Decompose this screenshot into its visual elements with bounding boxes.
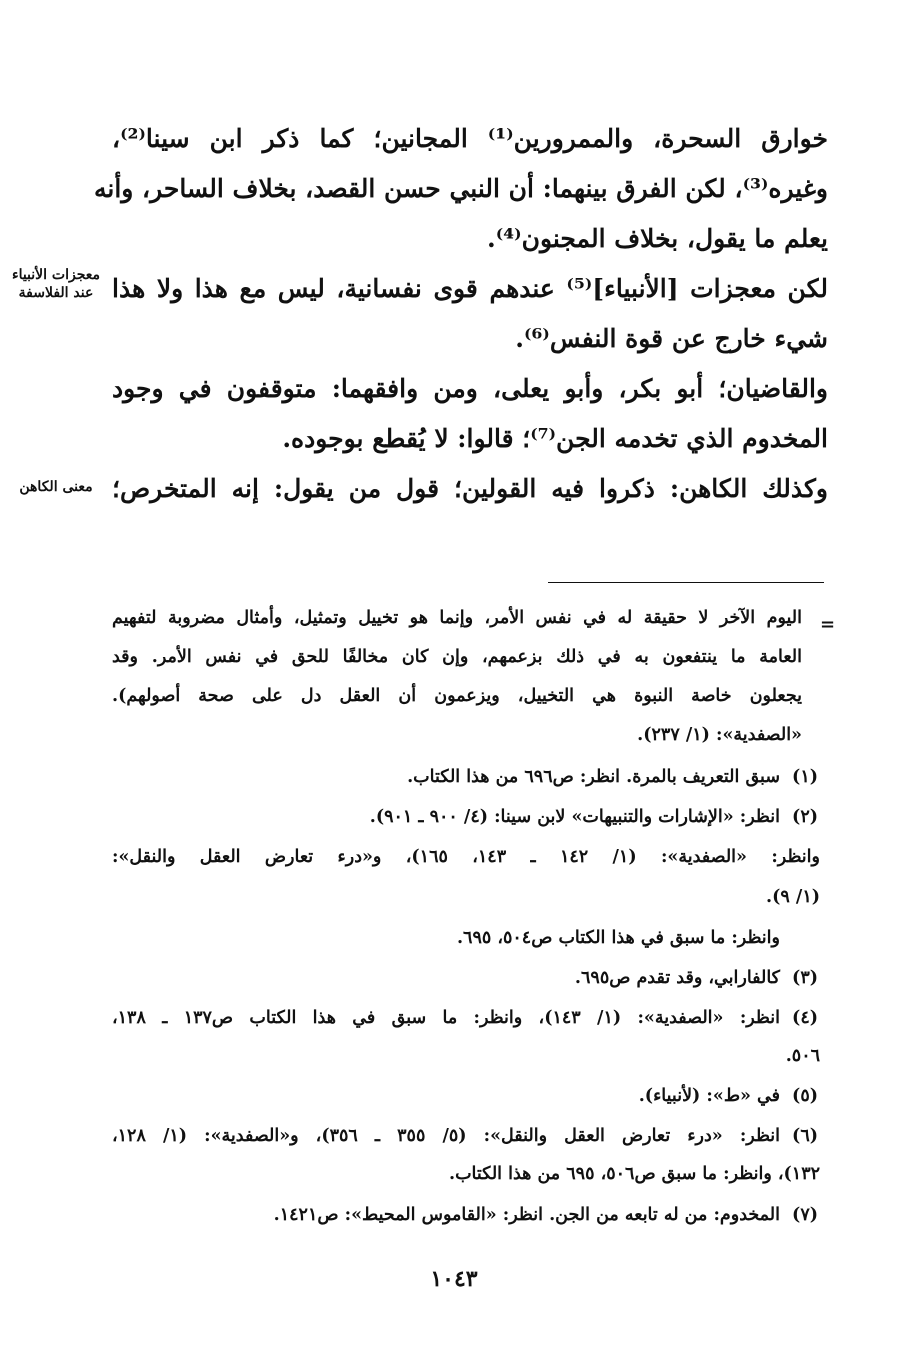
footnote-separator bbox=[548, 582, 824, 583]
main-line: والقاضيان؛ أبو بكر، وأبو يعلى، ومن وافقهما: متوقفون في وجود bbox=[112, 374, 828, 403]
footnote-number: (٣) bbox=[792, 968, 818, 988]
margin-note-line: عند الفلاسفة bbox=[18, 285, 94, 301]
main-line: خوارق السحرة، والممرورين⁽¹⁾ المجانين؛ كما ذكر ابن سينا⁽²⁾، bbox=[112, 124, 828, 153]
footnote-line: المخدوم: من له تابعه من الجن. انظر: «القاموس المحيط»: ص١٤٢١. bbox=[273, 1205, 780, 1225]
footnote-line: وانظر: ما سبق في هذا الكتاب ص٥٠٤، ٦٩٥. bbox=[456, 928, 780, 948]
main-line: وغيره⁽³⁾، لكن الفرق بينهما: أن النبي حسن القصد، بخلاف الساحر، وأنه bbox=[93, 174, 828, 203]
main-line: شيء خارج عن قوة النفس⁽⁶⁾. bbox=[515, 324, 828, 353]
main-line: المخدوم الذي تخدمه الجن⁽⁷⁾؛ قالوا: لا يُقطع بوجوده. bbox=[282, 424, 828, 453]
footnote-continuation-line: «الصفدية»: (١/ ٢٣٧). bbox=[637, 725, 802, 745]
footnote-number: (٥) bbox=[792, 1086, 818, 1106]
footnote-line: في «ط»: (لأنبياء). bbox=[638, 1086, 780, 1106]
footnote-line: ٥٠٦. bbox=[785, 1046, 820, 1066]
main-line: لكن معجزات [الأنبياء]⁽⁵⁾ عندهم قوى نفسانية، ليس مع هذا ولا هذا bbox=[112, 274, 829, 303]
footnote-line: ١٣٢)، وانظر: ما سبق ص٥٠٦، ٦٩٥ من هذا الكتاب. bbox=[448, 1164, 820, 1184]
margin-note-prophets-miracles bbox=[6, 266, 106, 302]
margin-note-soothsayer: معنى الكاهن bbox=[19, 479, 93, 495]
footnote-line: سبق التعريف بالمرة. انظر: ص٦٩٦ من هذا الكتاب. bbox=[407, 767, 780, 787]
footnote-continuation-line: اليوم الآخر لا حقيقة له في نفس الأمر، وإنما هو تخييل وتمثيل، وأمثال مضروبة لتفهيم bbox=[112, 608, 802, 628]
footnote-line: انظر: «درء تعارض العقل والنقل»: (٥/ ٣٥٥ ـ ٣٥٦)، و«الصفدية»: (١/ ١٢٨، bbox=[112, 1126, 781, 1146]
footnote-number: (٤) bbox=[792, 1008, 818, 1028]
footnote-line: كالفارابي، وقد تقدم ص٦٩٥. bbox=[574, 968, 780, 988]
footnote-line: انظر: «الصفدية»: (١/ ١٤٣)، وانظر: ما سبق في هذا الكتاب ص١٣٧ ـ ١٣٨، bbox=[112, 1008, 781, 1028]
footnote-number: (٧) bbox=[792, 1205, 818, 1225]
footnote-continuation-line: يجعلون خاصة النبوة هي التخييل، ويزعمون أن العقل دل على صحة أصولهم). bbox=[112, 686, 802, 706]
footnote-line: (١/ ٩). bbox=[766, 887, 820, 907]
margin-note-line: معجزات الأنبياء bbox=[11, 267, 101, 283]
footnote-number: (٦) bbox=[792, 1126, 818, 1146]
main-line: يعلم ما يقول، بخلاف المجنون⁽⁴⁾. bbox=[487, 224, 828, 253]
footnote-number: (٢) bbox=[792, 807, 818, 827]
footnote-number: (١) bbox=[792, 767, 818, 787]
footnote-line: انظر: «الإشارات والتنبيهات» لابن سينا: (٤/ ٩٠٠ ـ ٩٠١). bbox=[369, 807, 780, 827]
main-line: وكذلك الكاهن: ذكروا فيه القولين؛ قول من يقول: إنه المتخرص؛ bbox=[112, 474, 828, 503]
footnote-line: وانظر: «الصفدية»: (١/ ١٤٢ ـ ١٤٣، ١٦٥)، و«درء تعارض العقل والنقل»: bbox=[112, 847, 820, 867]
footnote-continuation-line: العامة ما ينتفعون به في ذلك بزعمهم، وإن كان مخالفًا للحق في نفس الأمر. وقد bbox=[112, 647, 802, 667]
continuation-mark: = bbox=[820, 614, 836, 635]
page-number: ١٠٤٣ bbox=[430, 1266, 478, 1292]
